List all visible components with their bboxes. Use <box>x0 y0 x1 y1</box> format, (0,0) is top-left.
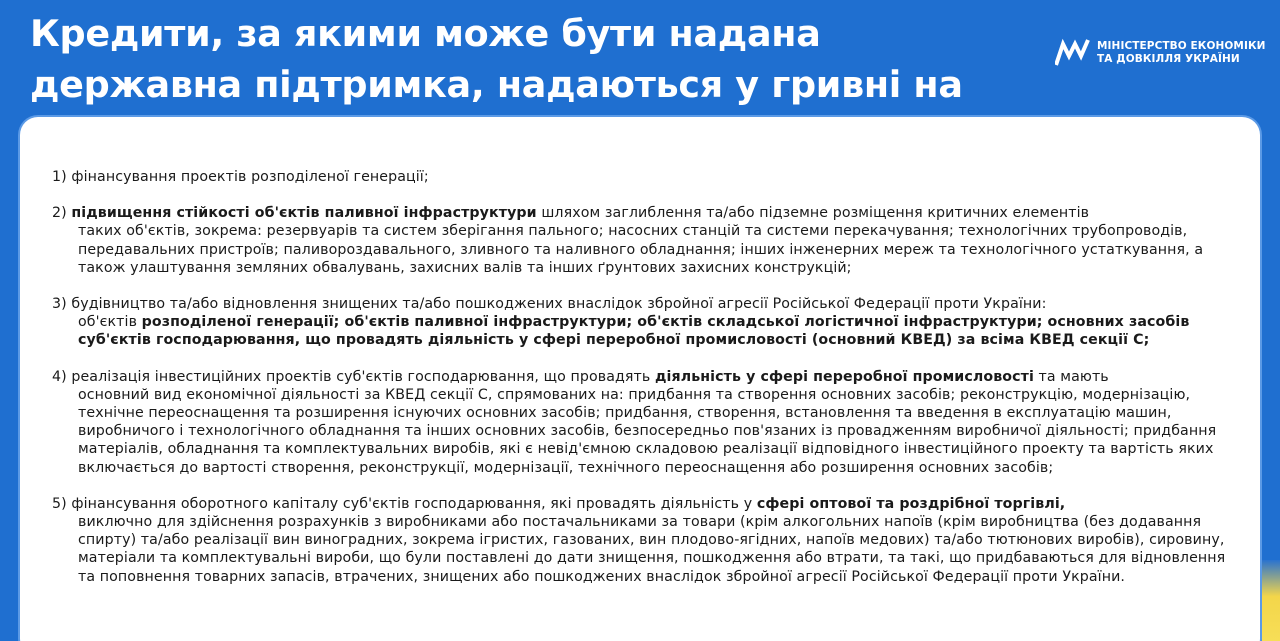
flag-decoration <box>1262 560 1280 641</box>
item-5-bold: сфері оптової та роздрібної торгівлі, <box>756 495 1066 512</box>
item-4-bold: діяльність у сфері переробної промисловості <box>654 368 1034 385</box>
list-item-1 <box>52 168 1247 186</box>
item-4-continuation: основний вид економічної діяльності за КВЕД секції С, спрямованих на: придбання та створення основних засобів; реконструкцію, модернізацію, технічне переоснащення та розширення існуючих основних засобів; придбання, створення, встановлення та введення в експлуатацію машин, виробничого і технологічного обладнання та інших основних засобів, безпосередньо пов'язаних із провадженням виробничої діяльності; придбання матеріалів, обладнання та комплектувальних виробів, які є невід'ємною складовою реалізації відповідного інвестиційного проекту та вартість яких включається до вартості створення, реконструкції, модернізації, технічного переоснащення або розширення основних засобів; <box>78 386 1217 476</box>
ministry-logo-icon <box>1055 38 1091 68</box>
list-item-3 <box>52 295 1247 350</box>
logo-line-1: МІНІСТЕРСТВО ЕКОНОМІКИ <box>1097 40 1266 52</box>
page-title: Кредити, за якими може бути надана державна підтримка, надаються у гривні на <box>30 12 963 106</box>
item-4-tail: та мають <box>1033 368 1109 385</box>
item-5-continuation: виключно для здійснення розрахунків з виробниками або постачальниками за товари (крім алкогольних напоїв (крім виробництва (без додавання спирту) та/або реалізації вин виноградних, зокрема ігристих, газованих, вин плодово-ягідних, напоїв медових) та/або тютюнових виробів), сировину, матеріали та комплектувальні вироби, що були поставлені до дати знищення, пошкодження або втрати, та такі, що придбаваються для відновлення та поповнення товарних запасів, втрачених, знищених або пошкоджених внаслідок збройної агресії Російської Федерації проти України. <box>78 514 1226 585</box>
item-3-text: 3) будівництво та/або відновлення знищених та/або пошкоджених внаслідок збройної агресії Російської Федерації проти України: <box>52 296 1047 313</box>
item-3-bold: розподіленої генерації; об'єктів паливної інфраструктури; об'єктів складської логістичної інфраструктури; основних засобів суб'єктів господарювання, що провадять діяльність у сфері переробної промисловості (основний КВЕД) за всіма КВЕД секції С; <box>78 314 1190 349</box>
item-1-text: 1) фінансування проектів розподіленої генерації; <box>52 169 429 185</box>
item-4-text: 4) реалізація інвестиційних проектів суб'єктів господарювання, що провадять <box>52 368 655 385</box>
ministry-logo <box>1055 38 1266 68</box>
content-list <box>52 168 1247 600</box>
item-5-text: 5) фінансування оборотного капіталу суб'єктів господарювання, які провадять діяльність у <box>52 495 757 512</box>
logo-line-2: ТА ДОВКІЛЛЯ УКРАЇНИ <box>1097 53 1240 65</box>
list-item-5 <box>52 495 1247 586</box>
item-3-prefix: об'єктів <box>78 314 142 331</box>
item-2-text: шляхом заглиблення та/або підземне розміщення критичних елементів <box>536 205 1090 222</box>
item-2-bold: підвищення стійкості об'єктів паливної інфраструктури <box>71 205 537 222</box>
item-2-continuation: таких об'єктів, зокрема: резервуарів та систем зберігання пального; насосних станцій та системи перекачування; технологічних трубопроводів, передавальних пристроїв; паливороздавального, зливного та наливного обладнання; інших інженерних мереж та технологічного устаткування, а також улаштування земляних обвалувань, захисних валів та інших ґрунтових захисних конструкцій; <box>78 223 1204 276</box>
item-2-number: 2) <box>52 205 72 222</box>
list-item-4 <box>52 368 1247 477</box>
list-item-2 <box>52 204 1247 277</box>
